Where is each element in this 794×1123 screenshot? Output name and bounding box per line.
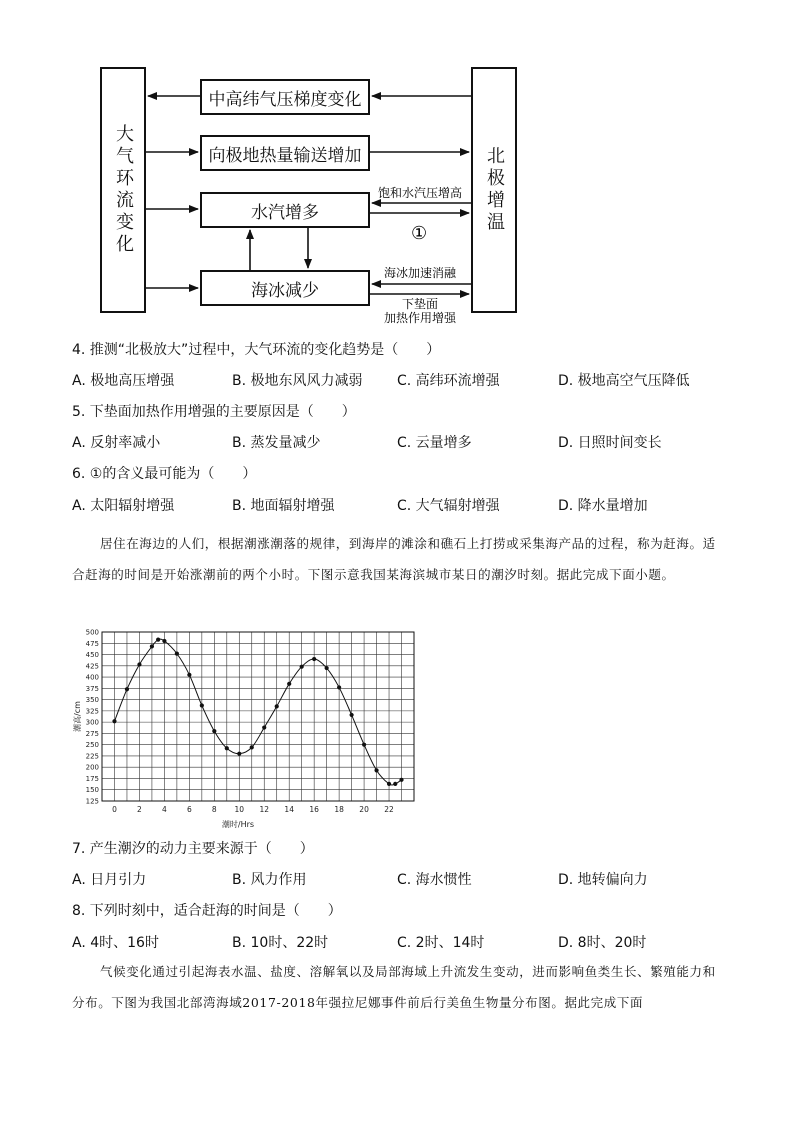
- y-tick-label: 500: [85, 628, 99, 637]
- y-tick-label: 150: [85, 786, 99, 795]
- question-5-stem: 5. 下垫面加热作用增强的主要原因是（ ）: [72, 404, 356, 420]
- tide-point: [175, 652, 179, 656]
- x-tick-label: 8: [211, 805, 217, 814]
- x-tick-label: 14: [284, 805, 294, 814]
- x-tick-label: 18: [334, 805, 344, 814]
- tide-point: [287, 682, 291, 686]
- x-tick-label: 2: [137, 805, 142, 814]
- tide-point: [350, 713, 354, 717]
- tide-point: [212, 729, 216, 733]
- question-8-option-a: A. 4时、16时: [72, 935, 159, 951]
- x-tick-label: 22: [384, 805, 394, 814]
- tide-point: [112, 719, 116, 723]
- question-5-option-b: B. 蒸发量减少: [232, 435, 321, 451]
- pressure-gradient-label: 中高纬气压梯度变化: [208, 89, 362, 110]
- passage-fish: 气候变化通过引起海表水温、盐度、溶解氧以及局部海域上升流发生变动，进而影响鱼类生长、繁殖能力和分布。下图为我国北部湾海域2017-2018年强拉尼娜事件前后行美鱼生物量分布图。据此完成下面: [72, 964, 716, 1010]
- tide-point: [137, 662, 141, 666]
- x-tick-label: 12: [259, 805, 270, 814]
- tide-point: [200, 703, 204, 707]
- question-6-option-d: D. 降水量增加: [558, 498, 648, 514]
- question-4-stem: 4. 推测“北极放大”过程中，大气环流的变化趋势是（ ）: [72, 342, 441, 358]
- tide-point: [237, 752, 241, 756]
- tide-point: [399, 778, 403, 782]
- question-7-stem: 7. 产生潮汐的动力主要来源于（ ）: [72, 841, 314, 857]
- y-tick-label: 250: [85, 741, 99, 750]
- x-tick-label: 0: [112, 805, 117, 814]
- y-tick-label: 350: [85, 696, 99, 705]
- y-tick-label: 225: [85, 752, 99, 761]
- tide-point: [362, 743, 366, 747]
- question-6-option-b: B. 地面辐射增强: [232, 498, 335, 514]
- tide-point: [374, 768, 378, 772]
- y-tick-label: 275: [85, 729, 99, 738]
- label-saturation: 饱和水汽压增高: [378, 186, 463, 200]
- tide-point: [393, 782, 397, 786]
- x-tick-label: 10: [234, 805, 245, 814]
- question-8-stem: 8. 下列时刻中，适合赶海的时间是（ ）: [72, 903, 342, 919]
- y-tick-label: 200: [85, 763, 99, 772]
- water-vapor-label: 水汽增多: [251, 202, 319, 223]
- tide-point: [275, 704, 279, 708]
- tide-point: [150, 644, 154, 648]
- x-tick-label: 4: [162, 805, 167, 814]
- tide-point: [300, 665, 304, 669]
- tide-point: [387, 782, 391, 786]
- tide-point: [325, 666, 329, 670]
- question-6-stem: 6. ①的含义最可能为（ ）: [72, 466, 257, 482]
- x-tick-label: 6: [186, 805, 192, 814]
- tide-point: [162, 639, 166, 643]
- label-ice-melt: 海冰加速消融: [384, 266, 457, 280]
- atmospheric-circulation-label: 大气环流变化: [113, 124, 134, 256]
- passage-tide: 居住在海边的人们，根据潮涨潮落的规律，到海岸的滩涂和礁石上打捞或采集海产品的过程，称为赶海。适合赶海的时间是开始涨潮前的两个小时。下图示意我国某海滨城市某日的潮汐时刻。据此完成下面小题。: [72, 536, 716, 582]
- y-tick-label: 325: [85, 707, 99, 716]
- tide-point: [225, 746, 229, 750]
- y-axis-label: 潮高/cm: [73, 701, 82, 732]
- question-6-option-a: A. 太阳辐射增强: [72, 498, 175, 514]
- tide-point: [312, 657, 316, 661]
- label-heat-1: 下垫面: [402, 297, 439, 311]
- tide-chart: [70, 626, 430, 830]
- diagram-arrows: [0, 0, 794, 330]
- y-tick-label: 175: [85, 774, 99, 783]
- heat-transport-label: 向极地热量输送增加: [208, 145, 362, 166]
- tide-point: [337, 685, 341, 689]
- y-tick-label: 425: [85, 662, 99, 671]
- question-8-option-c: C. 2时、14时: [397, 935, 485, 951]
- question-4-option-b: B. 极地东风风力减弱: [232, 373, 363, 389]
- tide-point: [156, 638, 160, 642]
- question-7-option-d: D. 地转偏向力: [558, 872, 648, 888]
- question-5-option-c: C. 云量增多: [397, 435, 472, 451]
- label-heat-2: 加热作用增强: [384, 311, 457, 325]
- question-7-option-b: B. 风力作用: [232, 872, 307, 888]
- question-4-option-c: C. 高纬环流增强: [397, 373, 500, 389]
- tide-point: [262, 725, 266, 729]
- plot-frame: [102, 632, 414, 801]
- question-5-option-d: D. 日照时间变长: [558, 435, 662, 451]
- x-tick-label: 20: [359, 805, 369, 814]
- y-tick-label: 125: [85, 797, 99, 806]
- question-5-option-a: A. 反射率减小: [72, 435, 161, 451]
- x-tick-label: 16: [309, 805, 319, 814]
- y-tick-label: 450: [85, 651, 99, 660]
- question-7-option-a: A. 日月引力: [72, 872, 147, 888]
- question-8-option-d: D. 8时、20时: [558, 935, 647, 951]
- question-6-option-c: C. 大气辐射增强: [397, 498, 500, 514]
- tide-point: [250, 745, 254, 749]
- tide-point: [187, 673, 191, 677]
- label-circle-one: ①: [411, 223, 428, 244]
- sea-ice-label: 海冰减少: [251, 280, 319, 301]
- tide-curve: [114, 639, 401, 785]
- question-8-option-b: B. 10时、22时: [232, 935, 329, 951]
- y-tick-label: 475: [85, 639, 99, 648]
- arctic-warming-label: 北极增温: [484, 146, 505, 234]
- tide-point: [125, 687, 129, 691]
- y-tick-label: 400: [85, 673, 99, 682]
- question-7-option-c: C. 海水惯性: [397, 872, 472, 888]
- question-4-option-d: D. 极地高空气压降低: [558, 373, 690, 389]
- y-tick-label: 375: [85, 684, 99, 693]
- y-tick-label: 300: [85, 718, 99, 727]
- x-axis-label: 潮时/Hrs: [221, 820, 255, 829]
- question-4-option-a: A. 极地高压增强: [72, 373, 175, 389]
